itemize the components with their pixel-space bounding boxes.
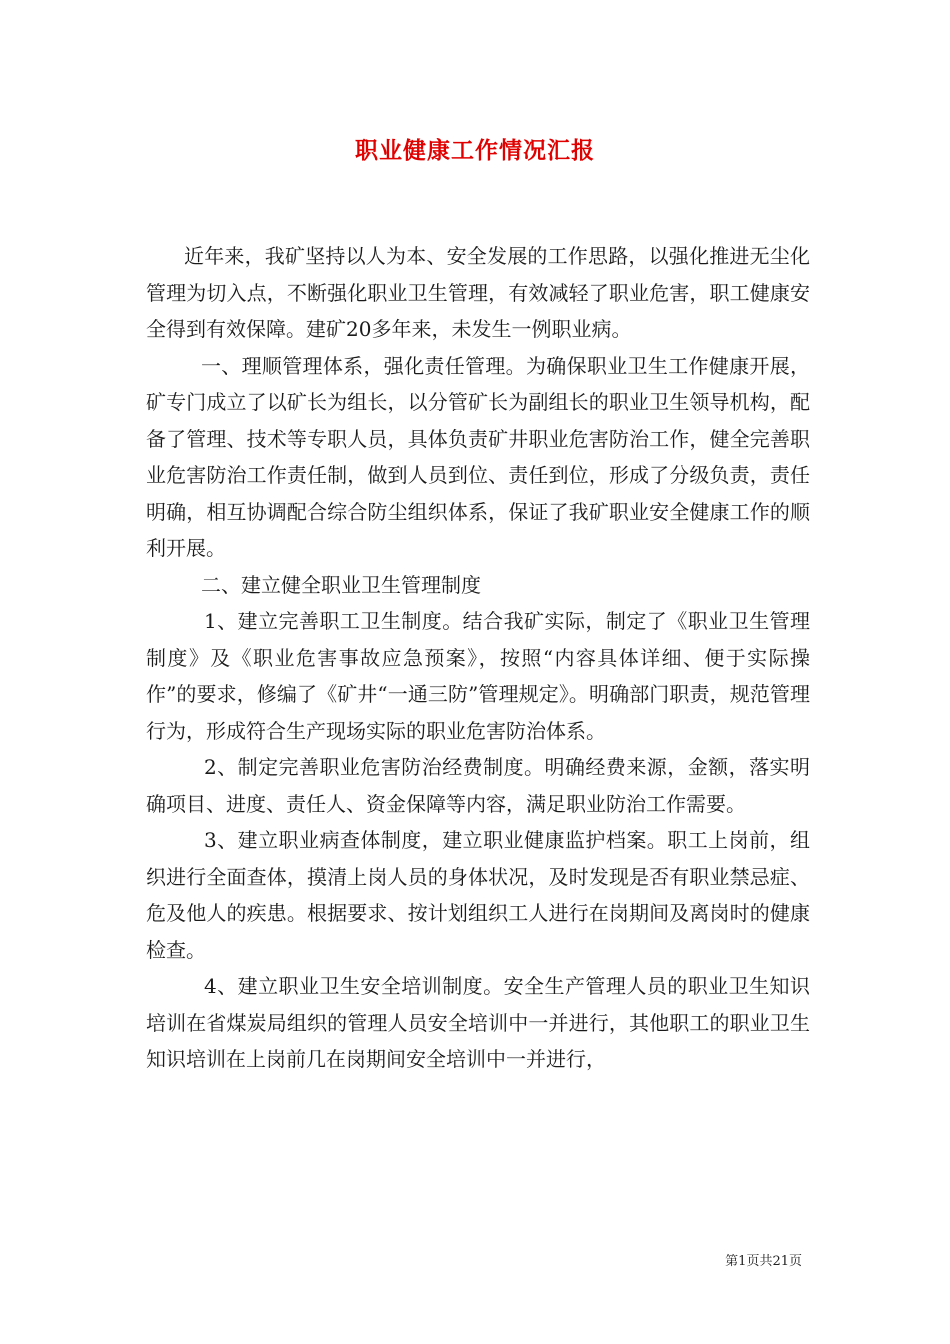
paragraph-item-4: 4、建立职业卫生安全培训制度。安全生产管理人员的职业卫生知识培训在省煤炭局组织的管理人员安全培训中一并进行，其他职工的职业卫生知识培训在上岗前几在岗期间安全培训中一并进行， (146, 974, 810, 1071)
paragraph-section-1: 一、理顺管理体系，强化责任管理。为确保职业卫生工作健康开展，矿专门成立了以矿长为组长，以分管矿长为副组长的职业卫生领导机构，配备了管理、技术等专职人员，具体负责矿井职业危害防治工作，健全完善职业危害防治工作责任制，做到人员到位、责任到位，形成了分级负责，责任明确，相互协调配合综合防尘组织体系，保证了我矿职业安全健康工作的顺利开展。 (146, 353, 810, 560)
page-number: 第1页共21页 (725, 1254, 802, 1269)
paragraph-item-3: 3、建立职业病查体制度，建立职业健康监护档案。职工上岗前，组织进行全面查体，摸清上岗人员的身体状况，及时发现是否有职业禁忌症、危及他人的疾患。根据要求、按计划组织工人进行在岗期间及离岗时的健康检查。 (146, 828, 810, 962)
paragraph-item-2: 2、制定完善职业危害防治经费制度。明确经费来源，金额，落实明确项目、进度、责任人、资金保障等内容，满足职业防治工作需要。 (146, 755, 810, 816)
document-title: 职业健康工作情况汇报 (355, 137, 595, 164)
paragraph-intro: 近年来，我矿坚持以人为本、安全发展的工作思路，以强化推进无尘化管理为切入点，不断强化职业卫生管理，有效减轻了职业危害，职工健康安全得到有效保障。建矿20多年来，未发生一例职业病。 (146, 244, 810, 341)
paragraph-section-2-heading: 二、建立健全职业卫生管理制度 (201, 572, 481, 597)
document-body (146, 238, 810, 1078)
paragraph-item-1: 1、建立完善职工卫生制度。结合我矿实际，制定了《职业卫生管理制度》及《职业危害事故应急预案》，按照“内容具体详细、便于实际操作”的要求，修编了《矿井“一通三防”管理规定》。明确部门职责，规范管理行为，形成符合生产现场实际的职业危害防治体系。 (146, 609, 810, 743)
